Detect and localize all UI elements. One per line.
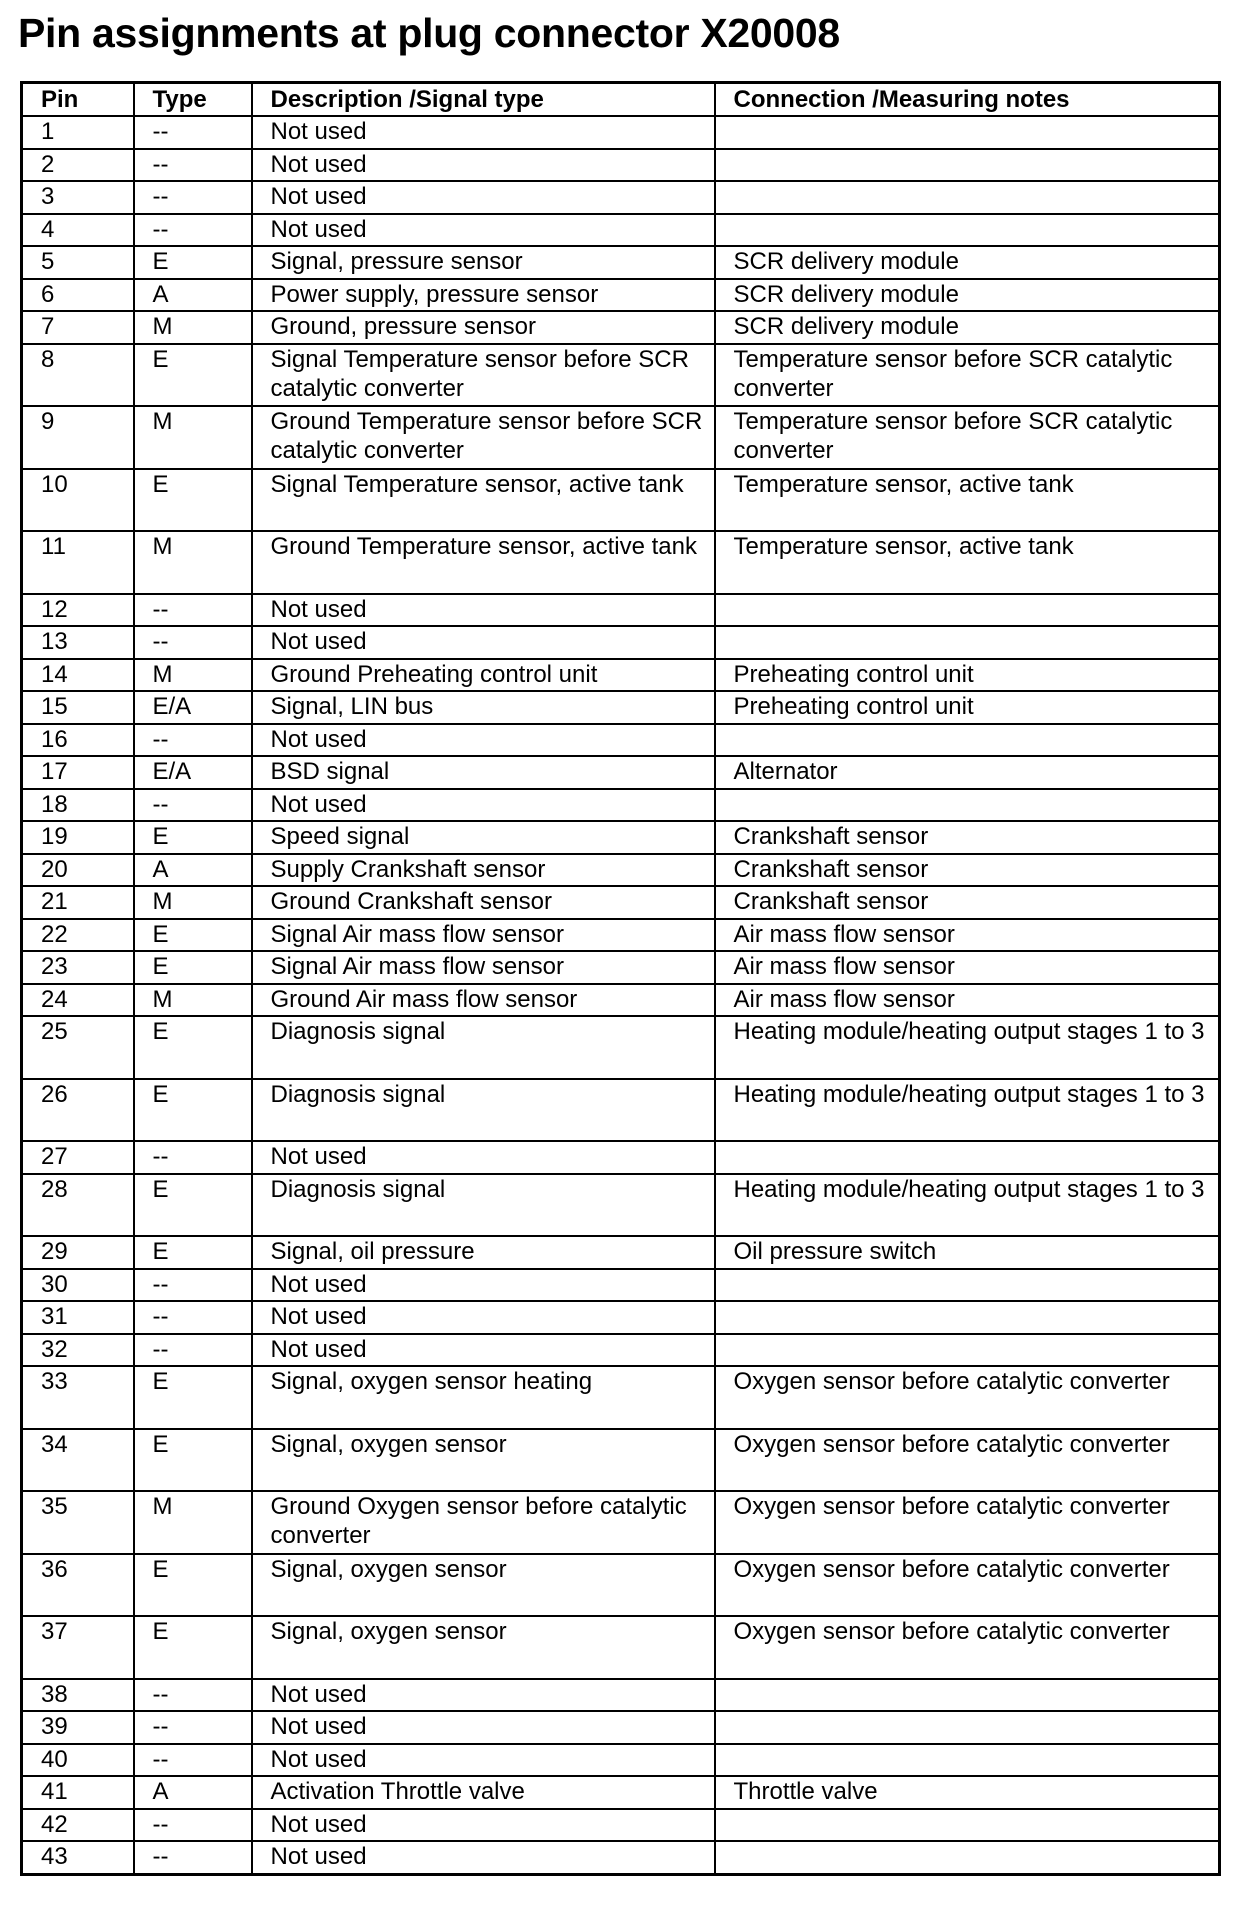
type-cell: E/A: [134, 756, 252, 789]
connection-cell: Oil pressure switch: [715, 1236, 1220, 1269]
pin-cell: 31: [22, 1301, 134, 1334]
description-cell: Activation Throttle valve: [252, 1776, 715, 1809]
table-row: [22, 1079, 1220, 1142]
connection-cell: [715, 1334, 1220, 1367]
connection-cell: Temperature sensor, active tank: [715, 469, 1220, 532]
type-cell: --: [134, 1711, 252, 1744]
connection-cell: Temperature sensor before SCR catalytic converter: [715, 406, 1220, 469]
pin-cell: 41: [22, 1776, 134, 1809]
description-cell: Signal, oxygen sensor: [252, 1616, 715, 1679]
description-cell: Not used: [252, 724, 715, 757]
type-cell: E: [134, 1079, 252, 1142]
connection-cell: [715, 1744, 1220, 1777]
table-row: [22, 1236, 1220, 1269]
pin-cell: 12: [22, 594, 134, 627]
table-row: [22, 1616, 1220, 1679]
type-cell: --: [134, 1744, 252, 1777]
pin-cell: 28: [22, 1174, 134, 1237]
connection-cell: Oxygen sensor before catalytic converter: [715, 1616, 1220, 1679]
connection-cell: [715, 1711, 1220, 1744]
type-cell: E: [134, 344, 252, 407]
table-row: [22, 984, 1220, 1017]
table-row: [22, 149, 1220, 182]
column-header-pin: Pin: [22, 83, 134, 117]
description-cell: Signal, oxygen sensor heating: [252, 1366, 715, 1429]
type-cell: E: [134, 1236, 252, 1269]
description-cell: Signal, LIN bus: [252, 691, 715, 724]
pin-cell: 36: [22, 1554, 134, 1617]
connection-cell: Oxygen sensor before catalytic converter: [715, 1554, 1220, 1617]
type-cell: M: [134, 531, 252, 594]
table-row: [22, 821, 1220, 854]
description-cell: Ground Preheating control unit: [252, 659, 715, 692]
pin-cell: 37: [22, 1616, 134, 1679]
type-cell: E: [134, 1016, 252, 1079]
table-row: [22, 691, 1220, 724]
type-cell: --: [134, 1809, 252, 1842]
table-row: [22, 1301, 1220, 1334]
type-cell: M: [134, 406, 252, 469]
description-cell: Power supply, pressure sensor: [252, 279, 715, 312]
description-cell: Not used: [252, 1269, 715, 1302]
connection-cell: Throttle valve: [715, 1776, 1220, 1809]
pin-cell: 16: [22, 724, 134, 757]
pin-cell: 40: [22, 1744, 134, 1777]
table-row: [22, 756, 1220, 789]
description-cell: Not used: [252, 789, 715, 822]
table-row: [22, 1429, 1220, 1492]
column-header-type: Type: [134, 83, 252, 117]
type-cell: --: [134, 789, 252, 822]
connection-cell: Crankshaft sensor: [715, 854, 1220, 887]
column-header-description: Description /Signal type: [252, 83, 715, 117]
connection-cell: Oxygen sensor before catalytic converter: [715, 1491, 1220, 1554]
pin-cell: 35: [22, 1491, 134, 1554]
pin-cell: 8: [22, 344, 134, 407]
pin-cell: 9: [22, 406, 134, 469]
table-row: [22, 406, 1220, 469]
pin-cell: 7: [22, 311, 134, 344]
description-cell: Ground, pressure sensor: [252, 311, 715, 344]
connection-cell: Preheating control unit: [715, 659, 1220, 692]
type-cell: M: [134, 984, 252, 1017]
table-row: [22, 181, 1220, 214]
type-cell: E: [134, 1174, 252, 1237]
description-cell: Not used: [252, 149, 715, 182]
table-row: [22, 344, 1220, 407]
pin-cell: 38: [22, 1679, 134, 1712]
description-cell: Not used: [252, 1679, 715, 1712]
pin-cell: 25: [22, 1016, 134, 1079]
pin-cell: 1: [22, 116, 134, 149]
pin-cell: 30: [22, 1269, 134, 1302]
table-row: [22, 1679, 1220, 1712]
type-cell: E: [134, 821, 252, 854]
pin-cell: 3: [22, 181, 134, 214]
connection-cell: Preheating control unit: [715, 691, 1220, 724]
pin-cell: 19: [22, 821, 134, 854]
connection-cell: [715, 594, 1220, 627]
description-cell: BSD signal: [252, 756, 715, 789]
type-cell: --: [134, 1334, 252, 1367]
description-cell: Not used: [252, 181, 715, 214]
description-cell: Not used: [252, 1301, 715, 1334]
table-row: [22, 1141, 1220, 1174]
connection-cell: Crankshaft sensor: [715, 886, 1220, 919]
connection-cell: SCR delivery module: [715, 246, 1220, 279]
connection-cell: [715, 789, 1220, 822]
table-row: [22, 531, 1220, 594]
type-cell: E/A: [134, 691, 252, 724]
table-row: [22, 1016, 1220, 1079]
connection-cell: Alternator: [715, 756, 1220, 789]
table-row: [22, 659, 1220, 692]
description-cell: Supply Crankshaft sensor: [252, 854, 715, 887]
description-cell: Signal, oxygen sensor: [252, 1554, 715, 1617]
pin-cell: 29: [22, 1236, 134, 1269]
type-cell: --: [134, 181, 252, 214]
table-row: [22, 1366, 1220, 1429]
table-row: [22, 1174, 1220, 1237]
type-cell: A: [134, 279, 252, 312]
connection-cell: Crankshaft sensor: [715, 821, 1220, 854]
table-header-row: [22, 83, 1220, 117]
type-cell: --: [134, 1679, 252, 1712]
type-cell: E: [134, 469, 252, 532]
type-cell: --: [134, 1301, 252, 1334]
table-row: [22, 279, 1220, 312]
pin-cell: 14: [22, 659, 134, 692]
pin-cell: 42: [22, 1809, 134, 1842]
table-row: [22, 1269, 1220, 1302]
type-cell: --: [134, 149, 252, 182]
table-row: [22, 246, 1220, 279]
table-row: [22, 1711, 1220, 1744]
description-cell: Ground Air mass flow sensor: [252, 984, 715, 1017]
description-cell: Not used: [252, 1334, 715, 1367]
type-cell: E: [134, 246, 252, 279]
pin-assignment-table: [20, 81, 1221, 1876]
connection-cell: [715, 214, 1220, 247]
description-cell: Speed signal: [252, 821, 715, 854]
table-row: [22, 789, 1220, 822]
pin-cell: 24: [22, 984, 134, 1017]
description-cell: Signal Air mass flow sensor: [252, 951, 715, 984]
connection-cell: Heating module/heating output stages 1 to 3: [715, 1016, 1220, 1079]
description-cell: Not used: [252, 1841, 715, 1874]
type-cell: M: [134, 659, 252, 692]
description-cell: Signal, oil pressure: [252, 1236, 715, 1269]
connection-cell: SCR delivery module: [715, 279, 1220, 312]
pin-cell: 23: [22, 951, 134, 984]
column-header-connection: Connection /Measuring notes: [715, 83, 1220, 117]
connection-cell: Temperature sensor, active tank: [715, 531, 1220, 594]
connection-cell: SCR delivery module: [715, 311, 1220, 344]
description-cell: Not used: [252, 594, 715, 627]
pin-cell: 27: [22, 1141, 134, 1174]
table-row: [22, 951, 1220, 984]
table-row: [22, 919, 1220, 952]
pin-cell: 2: [22, 149, 134, 182]
table-row: [22, 626, 1220, 659]
table-row: [22, 724, 1220, 757]
pin-cell: 5: [22, 246, 134, 279]
pin-cell: 13: [22, 626, 134, 659]
type-cell: --: [134, 1141, 252, 1174]
description-cell: Not used: [252, 1744, 715, 1777]
description-cell: Not used: [252, 626, 715, 659]
connection-cell: [715, 626, 1220, 659]
type-cell: E: [134, 1616, 252, 1679]
pin-cell: 18: [22, 789, 134, 822]
description-cell: Not used: [252, 1711, 715, 1744]
type-cell: E: [134, 1429, 252, 1492]
table-row: [22, 311, 1220, 344]
connection-cell: [715, 149, 1220, 182]
description-cell: Ground Temperature sensor before SCR catalytic converter: [252, 406, 715, 469]
connection-cell: [715, 1269, 1220, 1302]
table-row: [22, 116, 1220, 149]
pin-cell: 17: [22, 756, 134, 789]
description-cell: Not used: [252, 1141, 715, 1174]
table-body: [22, 116, 1220, 1874]
description-cell: Signal Temperature sensor, active tank: [252, 469, 715, 532]
description-cell: Signal Air mass flow sensor: [252, 919, 715, 952]
pin-cell: 11: [22, 531, 134, 594]
pin-cell: 4: [22, 214, 134, 247]
type-cell: --: [134, 1841, 252, 1874]
connection-cell: [715, 1141, 1220, 1174]
type-cell: M: [134, 886, 252, 919]
connection-cell: Oxygen sensor before catalytic converter: [715, 1429, 1220, 1492]
table-row: [22, 854, 1220, 887]
connection-cell: [715, 181, 1220, 214]
type-cell: --: [134, 724, 252, 757]
connection-cell: Temperature sensor before SCR catalytic converter: [715, 344, 1220, 407]
connection-cell: Heating module/heating output stages 1 to 3: [715, 1174, 1220, 1237]
pin-cell: 39: [22, 1711, 134, 1744]
table-row: [22, 1334, 1220, 1367]
table-row: [22, 886, 1220, 919]
type-cell: --: [134, 1269, 252, 1302]
pin-cell: 20: [22, 854, 134, 887]
description-cell: Ground Crankshaft sensor: [252, 886, 715, 919]
pin-cell: 43: [22, 1841, 134, 1874]
type-cell: --: [134, 116, 252, 149]
pin-cell: 32: [22, 1334, 134, 1367]
connection-cell: [715, 1841, 1220, 1874]
pin-cell: 6: [22, 279, 134, 312]
table-row: [22, 1554, 1220, 1617]
connection-cell: [715, 1301, 1220, 1334]
connection-cell: [715, 116, 1220, 149]
description-cell: Ground Oxygen sensor before catalytic converter: [252, 1491, 715, 1554]
connection-cell: Heating module/heating output stages 1 to 3: [715, 1079, 1220, 1142]
table-row: [22, 469, 1220, 532]
connection-cell: Air mass flow sensor: [715, 951, 1220, 984]
connection-cell: Oxygen sensor before catalytic converter: [715, 1366, 1220, 1429]
type-cell: M: [134, 1491, 252, 1554]
pin-cell: 21: [22, 886, 134, 919]
table-row: [22, 214, 1220, 247]
type-cell: --: [134, 214, 252, 247]
table-row: [22, 1776, 1220, 1809]
description-cell: Diagnosis signal: [252, 1016, 715, 1079]
description-cell: Ground Temperature sensor, active tank: [252, 531, 715, 594]
pin-cell: 10: [22, 469, 134, 532]
table-row: [22, 594, 1220, 627]
table-row: [22, 1491, 1220, 1554]
table-row: [22, 1809, 1220, 1842]
type-cell: A: [134, 854, 252, 887]
connection-cell: [715, 1679, 1220, 1712]
pin-cell: 26: [22, 1079, 134, 1142]
type-cell: A: [134, 1776, 252, 1809]
type-cell: E: [134, 951, 252, 984]
description-cell: Signal, oxygen sensor: [252, 1429, 715, 1492]
connection-cell: Air mass flow sensor: [715, 984, 1220, 1017]
type-cell: E: [134, 1554, 252, 1617]
pin-cell: 22: [22, 919, 134, 952]
description-cell: Not used: [252, 214, 715, 247]
type-cell: --: [134, 626, 252, 659]
description-cell: Not used: [252, 1809, 715, 1842]
pin-cell: 34: [22, 1429, 134, 1492]
type-cell: --: [134, 594, 252, 627]
table-row: [22, 1744, 1220, 1777]
description-cell: Diagnosis signal: [252, 1079, 715, 1142]
type-cell: E: [134, 919, 252, 952]
pin-cell: 15: [22, 691, 134, 724]
page-title: Pin assignments at plug connector X20008: [18, 10, 840, 56]
type-cell: M: [134, 311, 252, 344]
description-cell: Signal, pressure sensor: [252, 246, 715, 279]
description-cell: Diagnosis signal: [252, 1174, 715, 1237]
connection-cell: [715, 1809, 1220, 1842]
description-cell: Signal Temperature sensor before SCR catalytic converter: [252, 344, 715, 407]
type-cell: E: [134, 1366, 252, 1429]
description-cell: Not used: [252, 116, 715, 149]
connection-cell: [715, 724, 1220, 757]
connection-cell: Air mass flow sensor: [715, 919, 1220, 952]
pin-cell: 33: [22, 1366, 134, 1429]
table-row: [22, 1841, 1220, 1874]
